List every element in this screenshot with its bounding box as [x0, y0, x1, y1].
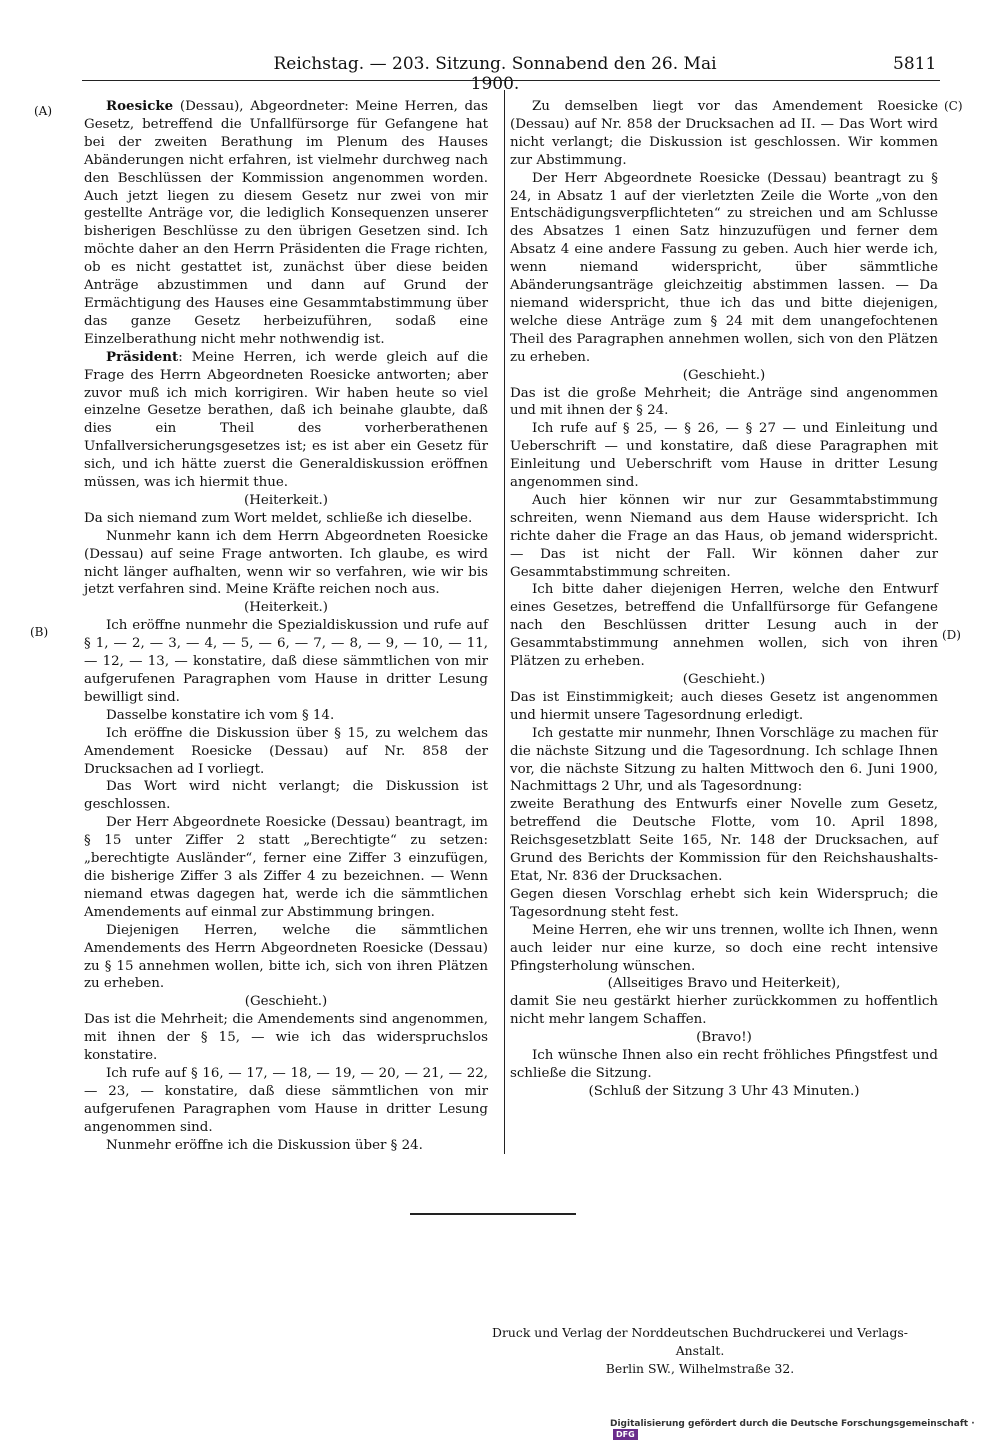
- paragraph: Auch hier können wir nur zur Gesammtabstimmung schreiten, wenn Niemand aus dem Hause widerspricht. Ich richte daher die Frage an das Haus, ob jemand widerspricht. — Das ist nicht der Fall. Wir können daher zur Gesammtabstimmung schreiten.: [510, 492, 938, 580]
- paragraph: Ich gestatte mir nunmehr, Ihnen Vorschläge zu machen für die nächste Sitzung und die Tagesordnung. Ich schlage Ihnen vor, die nächste Sitzung zu halten Mittwoch den 6. Juni 1900, Nachmittags 2 Uhr, und als Tagesordnung:: [510, 725, 938, 795]
- interjection: (Heiterkeit.): [244, 600, 328, 616]
- right-column: [510, 98, 938, 1101]
- column-divider: [504, 90, 505, 1154]
- margin-mark-c: (C): [944, 99, 963, 113]
- speech-text: : Meine Herren, ich werde gleich auf die Frage des Herrn Abgeordneten Roesicke antworten; aber zuvor muß ich mich korrigiren. Wir haben heute so viel einzelne Gesetze berathen, daß ich beinahe glaubte, daß dies ein Theil des vorherberathenen Unfallversicherungsgesetzes ist; es ist aber ein Gesetz für sich, und ich hätte zuerst die Generaldiskussion eröffnen müssen, was ich hiermit thue.: [84, 349, 488, 491]
- speech-paragraph: [84, 98, 488, 349]
- paragraph: Nunmehr eröffne ich die Diskussion über § 24.: [106, 1137, 423, 1153]
- interjection: (Bravo!): [696, 1030, 752, 1046]
- paragraph: Gegen diesen Vorschlag erhebt sich kein Widerspruch; die Tagesordnung steht fest.: [510, 886, 938, 920]
- margin-mark-b: (B): [30, 625, 49, 639]
- margin-mark-d: (D): [942, 628, 961, 642]
- paragraph: damit Sie neu gestärkt hierher zurückkommen zu hoffentlich nicht mehr langem Schaffen.: [510, 994, 938, 1028]
- paragraph: Ich eröffne nunmehr die Spezialdiskussion und rufe auf § 1, — 2, — 3, — 4, — 5, — 6, — 7, — 8, — 9, — 10, — 11, — 12, — 13, — konstatire, daß diese sämmtlichen von mir aufgerufenen Paragraphen vom Hause in dritter Lesung bewilligt sind.: [84, 618, 488, 705]
- running-title: Reichstag. — 203. Sitzung. Sonnabend den 26. Mai 1900.: [273, 54, 717, 94]
- left-column: [84, 98, 488, 1154]
- digitization-credit: [610, 1419, 1000, 1440]
- paragraph: Ich bitte daher diejenigen Herren, welche den Entwurf eines Gesetzes, betreffend die Unfallfürsorge für Gefangene nach den Beschlüssen dritter Lesung auch in der Gesammtabstimmung annehmen wollen, sich von ihren Plätzen zu erheben.: [510, 582, 938, 670]
- page-number: 5811: [893, 54, 937, 74]
- dfg-logo: DFG: [613, 1429, 638, 1440]
- speaker-name: Roesicke: [106, 98, 174, 114]
- credit-text: Digitalisierung gefördert durch die Deutsche Forschungsgemeinschaft ·: [610, 1419, 975, 1429]
- paragraph: Da sich niemand zum Wort meldet, schließe ich dieselbe.: [84, 510, 473, 526]
- imprint-line-1: Druck und Verlag der Norddeutschen Buchdruckerei und Verlags-Anstalt.: [492, 1325, 908, 1358]
- margin-mark-a: (A): [34, 104, 53, 118]
- interjection: (Schluß der Sitzung 3 Uhr 43 Minuten.): [588, 1083, 860, 1099]
- paragraph: Das ist Einstimmigkeit; auch dieses Gesetz ist angenommen und hiermit unsere Tagesordnung erledigt.: [510, 689, 938, 723]
- paragraph: Das ist die große Mehrheit; die Anträge sind angenommen und mit ihnen der § 24.: [510, 385, 938, 419]
- imprint: [470, 1324, 930, 1378]
- speaker-name: Präsident: [106, 348, 179, 365]
- agenda-item: zweite Berathung des Entwurfs einer Novelle zum Gesetz, betreffend die Deutsche Flotte, vom 10. April 1898, Reichsgesetzblatt Seite 165, Nr. 148 der Drucksachen, auf Grund des Berichts der Kommission für den Reichshaushalts-Etat, Nr. 836 der Drucksachen.: [510, 797, 938, 884]
- paragraph: Der Herr Abgeordnete Roesicke (Dessau) beantragt zu § 24, in Absatz 1 auf der vierletzten Zeile die Worte „von den Entschädigungsverpflichteten“ zu streichen und am Schlusse des Absatzes 1 einen Satz hinzuzufügen und ferner dem Absatz 4 eine andere Fassung zu geben. Auch hier werde ich, wenn niemand widerspricht, über sämmtliche Abänderungsanträge gleichzeitig abstimmen lassen. — Da niemand widerspricht, thue ich das und bitte diejenigen, welche diese Anträge zum § 24 mit dem unangefochtenen Theil des Paragraphen annehmen wollen, sich von den Plätzen zu erheben.: [510, 170, 938, 365]
- speech-text: (Dessau), Abgeordneter: Meine Herren, das Gesetz, betreffend die Unfallfürsorge für Gefangene hat bei der zweiten Berathung im Plenum des Hauses Abänderungen nicht erfahren, ist vielmehr durchweg nach den Beschlüssen der Kommission angenommen worden. Auch jetzt liegen zu diesem Gesetz nur zwei von mir gestellte Anträge vor, die lediglich Konsequenzen unserer bisherigen Beschlüsse zu den übrigen Gesetzen sind. Ich möchte daher an den Herrn Präsidenten die Frage richten, ob es nicht gestattet ist, zunächst über diese beiden Anträge abzustimmen und dann auf Grund der Ermächtigung des Hauses eine Gesammtabstimmung über das ganze Gesetz herbeizuführen, sodaß eine Einzelberathung nicht mehr nothwendig ist.: [84, 99, 488, 347]
- paragraph: Ich rufe auf § 16, — 17, — 18, — 19, — 20, — 21, — 22, — 23, — konstatire, daß diese sämmtlichen von mir aufgerufenen Paragraphen vom Hause in dritter Lesung angenommen sind.: [84, 1065, 488, 1135]
- paragraph: Das Wort wird nicht verlangt; die Diskussion ist geschlossen.: [84, 779, 488, 813]
- paragraph: Meine Herren, ehe wir uns trennen, wollte ich Ihnen, wenn auch leider nur eine kurze, so doch eine recht intensive Pfingsterholung wünschen.: [510, 922, 938, 974]
- paragraph: Ich eröffne die Diskussion über § 15, zu welchem das Amendement Roesicke (Dessau) auf Nr. 858 der Drucksachen ad I vorliegt.: [84, 725, 488, 777]
- paragraph: Das ist die Mehrheit; die Amendements sind angenommen, mit ihnen der § 15, — wie ich das widerspruchslos konstatire.: [84, 1012, 488, 1064]
- interjection: (Geschieht.): [244, 994, 328, 1010]
- paragraph: Zu demselben liegt vor das Amendement Roesicke (Dessau) auf Nr. 858 der Drucksachen ad II. — Das Wort wird nicht verlangt; die Diskussion ist geschlossen. Wir kommen zur Abstimmung.: [510, 99, 938, 168]
- interjection: (Geschieht.): [682, 367, 766, 383]
- paragraph: Nunmehr kann ich dem Herrn Abgeordneten Roesicke (Dessau) auf seine Frage antworten. Ich glaube, es wird nicht länger aufhalten, wenn wir so verfahren, wie wir bis jetzt verfahren sind. Meine Kräfte reichen noch aus.: [84, 528, 488, 598]
- paragraph: Der Herr Abgeordnete Roesicke (Dessau) beantragt, im § 15 unter Ziffer 2 statt „Berechtigte“ zu setzen: „berechtigte Ausländer“, ferner eine Ziffer 3 einzufügen, die bisherige Ziffer 3 als Ziffer 4 zu bezeichnen. — Wenn niemand etwas dagegen hat, werde ich die sämmtlichen Amendements auf einmal zur Abstimmung bringen.: [84, 815, 488, 920]
- paragraph: Dasselbe konstatire ich vom § 14.: [106, 707, 335, 723]
- paragraph: Diejenigen Herren, welche die sämmtlichen Amendements des Herrn Abgeordneten Roesicke (Dessau) zu § 15 annehmen wollen, bitte ich, sich von ihren Plätzen zu erheben.: [84, 922, 488, 992]
- interjection: (Allseitiges Bravo und Heiterkeit),: [607, 976, 841, 992]
- interjection: (Heiterkeit.): [244, 492, 328, 508]
- speech-paragraph: [84, 349, 488, 492]
- paragraph: Ich rufe auf § 25, — § 26, — § 27 — und Einleitung und Ueberschrift — und konstatire, daß diese Paragraphen mit Einleitung und Ueberschrift vom Hause in dritter Lesung angenommen sind.: [510, 421, 938, 491]
- imprint-line-2: Berlin SW., Wilhelmstraße 32.: [605, 1361, 795, 1376]
- interjection: (Geschieht.): [682, 672, 766, 687]
- header-rule: [82, 80, 940, 81]
- end-rule: [410, 1213, 576, 1215]
- paragraph: Ich wünsche Ihnen also ein recht fröhliches Pfingstfest und schließe die Sitzung.: [510, 1048, 938, 1081]
